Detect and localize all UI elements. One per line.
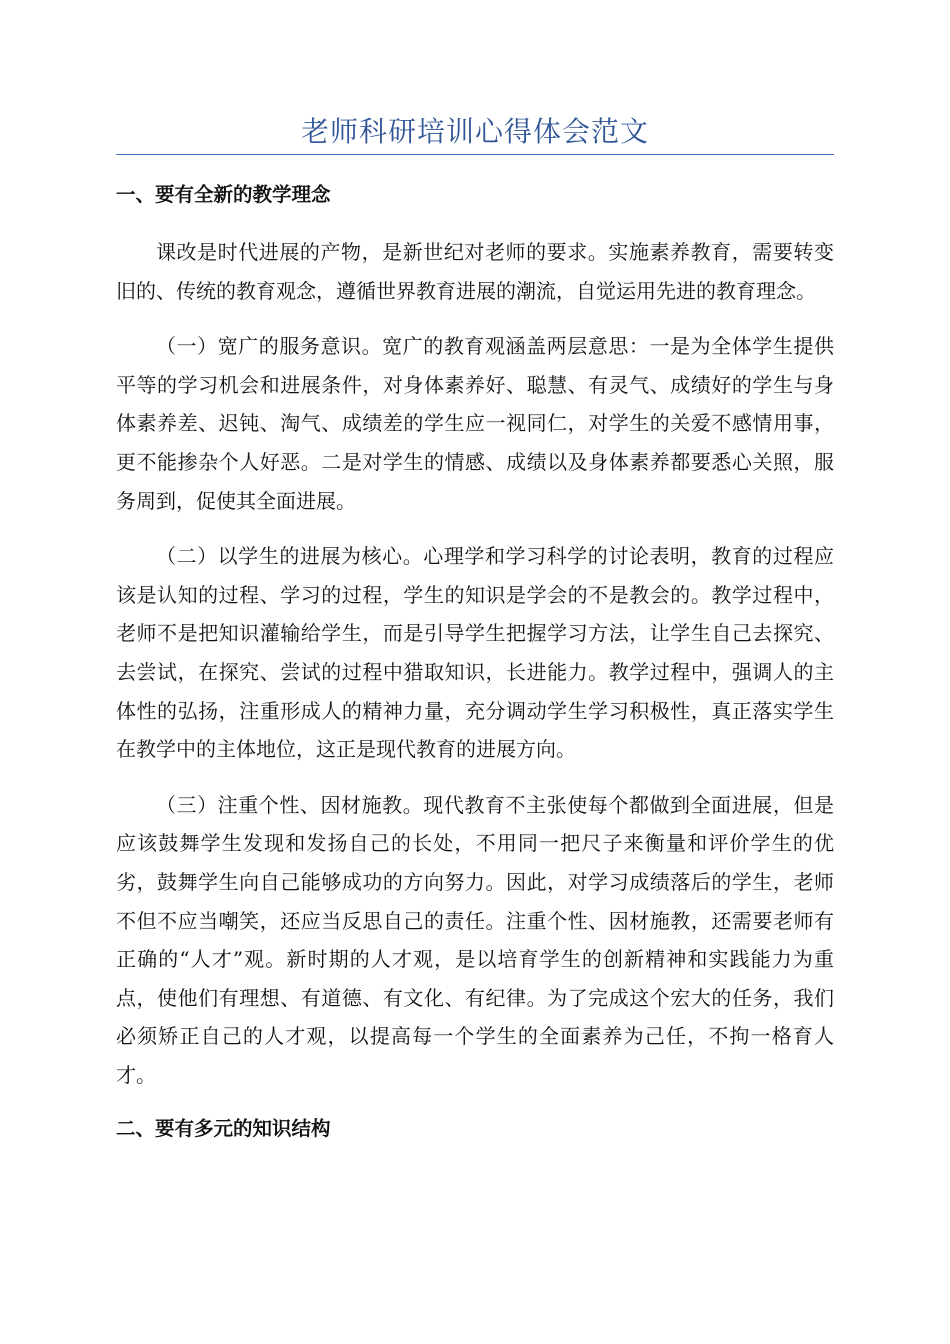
document-title: 老师科研培训心得体会范文 [300,115,649,148]
section-heading-2: 二、要有多元的知识结构 [116,1117,331,1141]
paragraph-2: （一）宽广的服务意识。宽广的教育观涵盖两层意思：一是为全体学生提供平等的学习机会和进展条件，对身体素养好、聪慧、有灵气、成绩好的学生与身体素养差、迟钝、淘气、成绩差的学生应一视同仁，对学生的关爱不感情用事，更不能掺杂个人好恶。二是对学生的情感、成绩以及身体素养都要悉心关照，服务周到，促使其全面进展。 [116,334,834,513]
title-underline [116,154,834,155]
paragraph-1: 课改是时代进展的产物，是新世纪对老师的要求。实施素养教育，需要转变旧的、传统的教育观念，遵循世界教育进展的潮流，自觉运用先进的教育理念。 [116,240,834,303]
paragraph-3: （二）以学生的进展为核心。心理学和学习科学的讨论表明，教育的过程应该是认知的过程、学习的过程，学生的知识是学会的不是教会的。教学过程中，老师不是把知识灌输给学生，而是引导学生把握学习方法，让学生自己去探究、去尝试，在探究、尝试的过程中猎取知识，长进能力。教学过程中，强调人的主体性的弘扬，注重形成人的精神力量，充分调动学生学习积极性，真正落实学生在教学中的主体地位，这正是现代教育的进展方向。 [116,544,834,762]
paragraph-4: （三）注重个性、因材施教。现代教育不主张使每个都做到全面进展，但是应该鼓舞学生发现和发扬自己的长处，不用同一把尺子来衡量和评价学生的优劣，鼓舞学生向自己能够成功的方向努力。因此，对学习成绩落后的学生，老师不但不应当嘲笑，还应当反思自己的责任。注重个性、因材施教，还需要老师有正确的“人才”观。新时期的人才观，是以培育学生的创新精神和实践能力为重点，使他们有理想、有道德、有文化、有纪律。为了完成这个宏大的任务，我们必须矫正自己的人才观，以提高每一个学生的全面素养为己任，不拘一格育人才。 [116,792,834,1087]
section-heading-1: 一、要有全新的教学理念 [116,183,331,206]
document-body [116,176,834,1148]
